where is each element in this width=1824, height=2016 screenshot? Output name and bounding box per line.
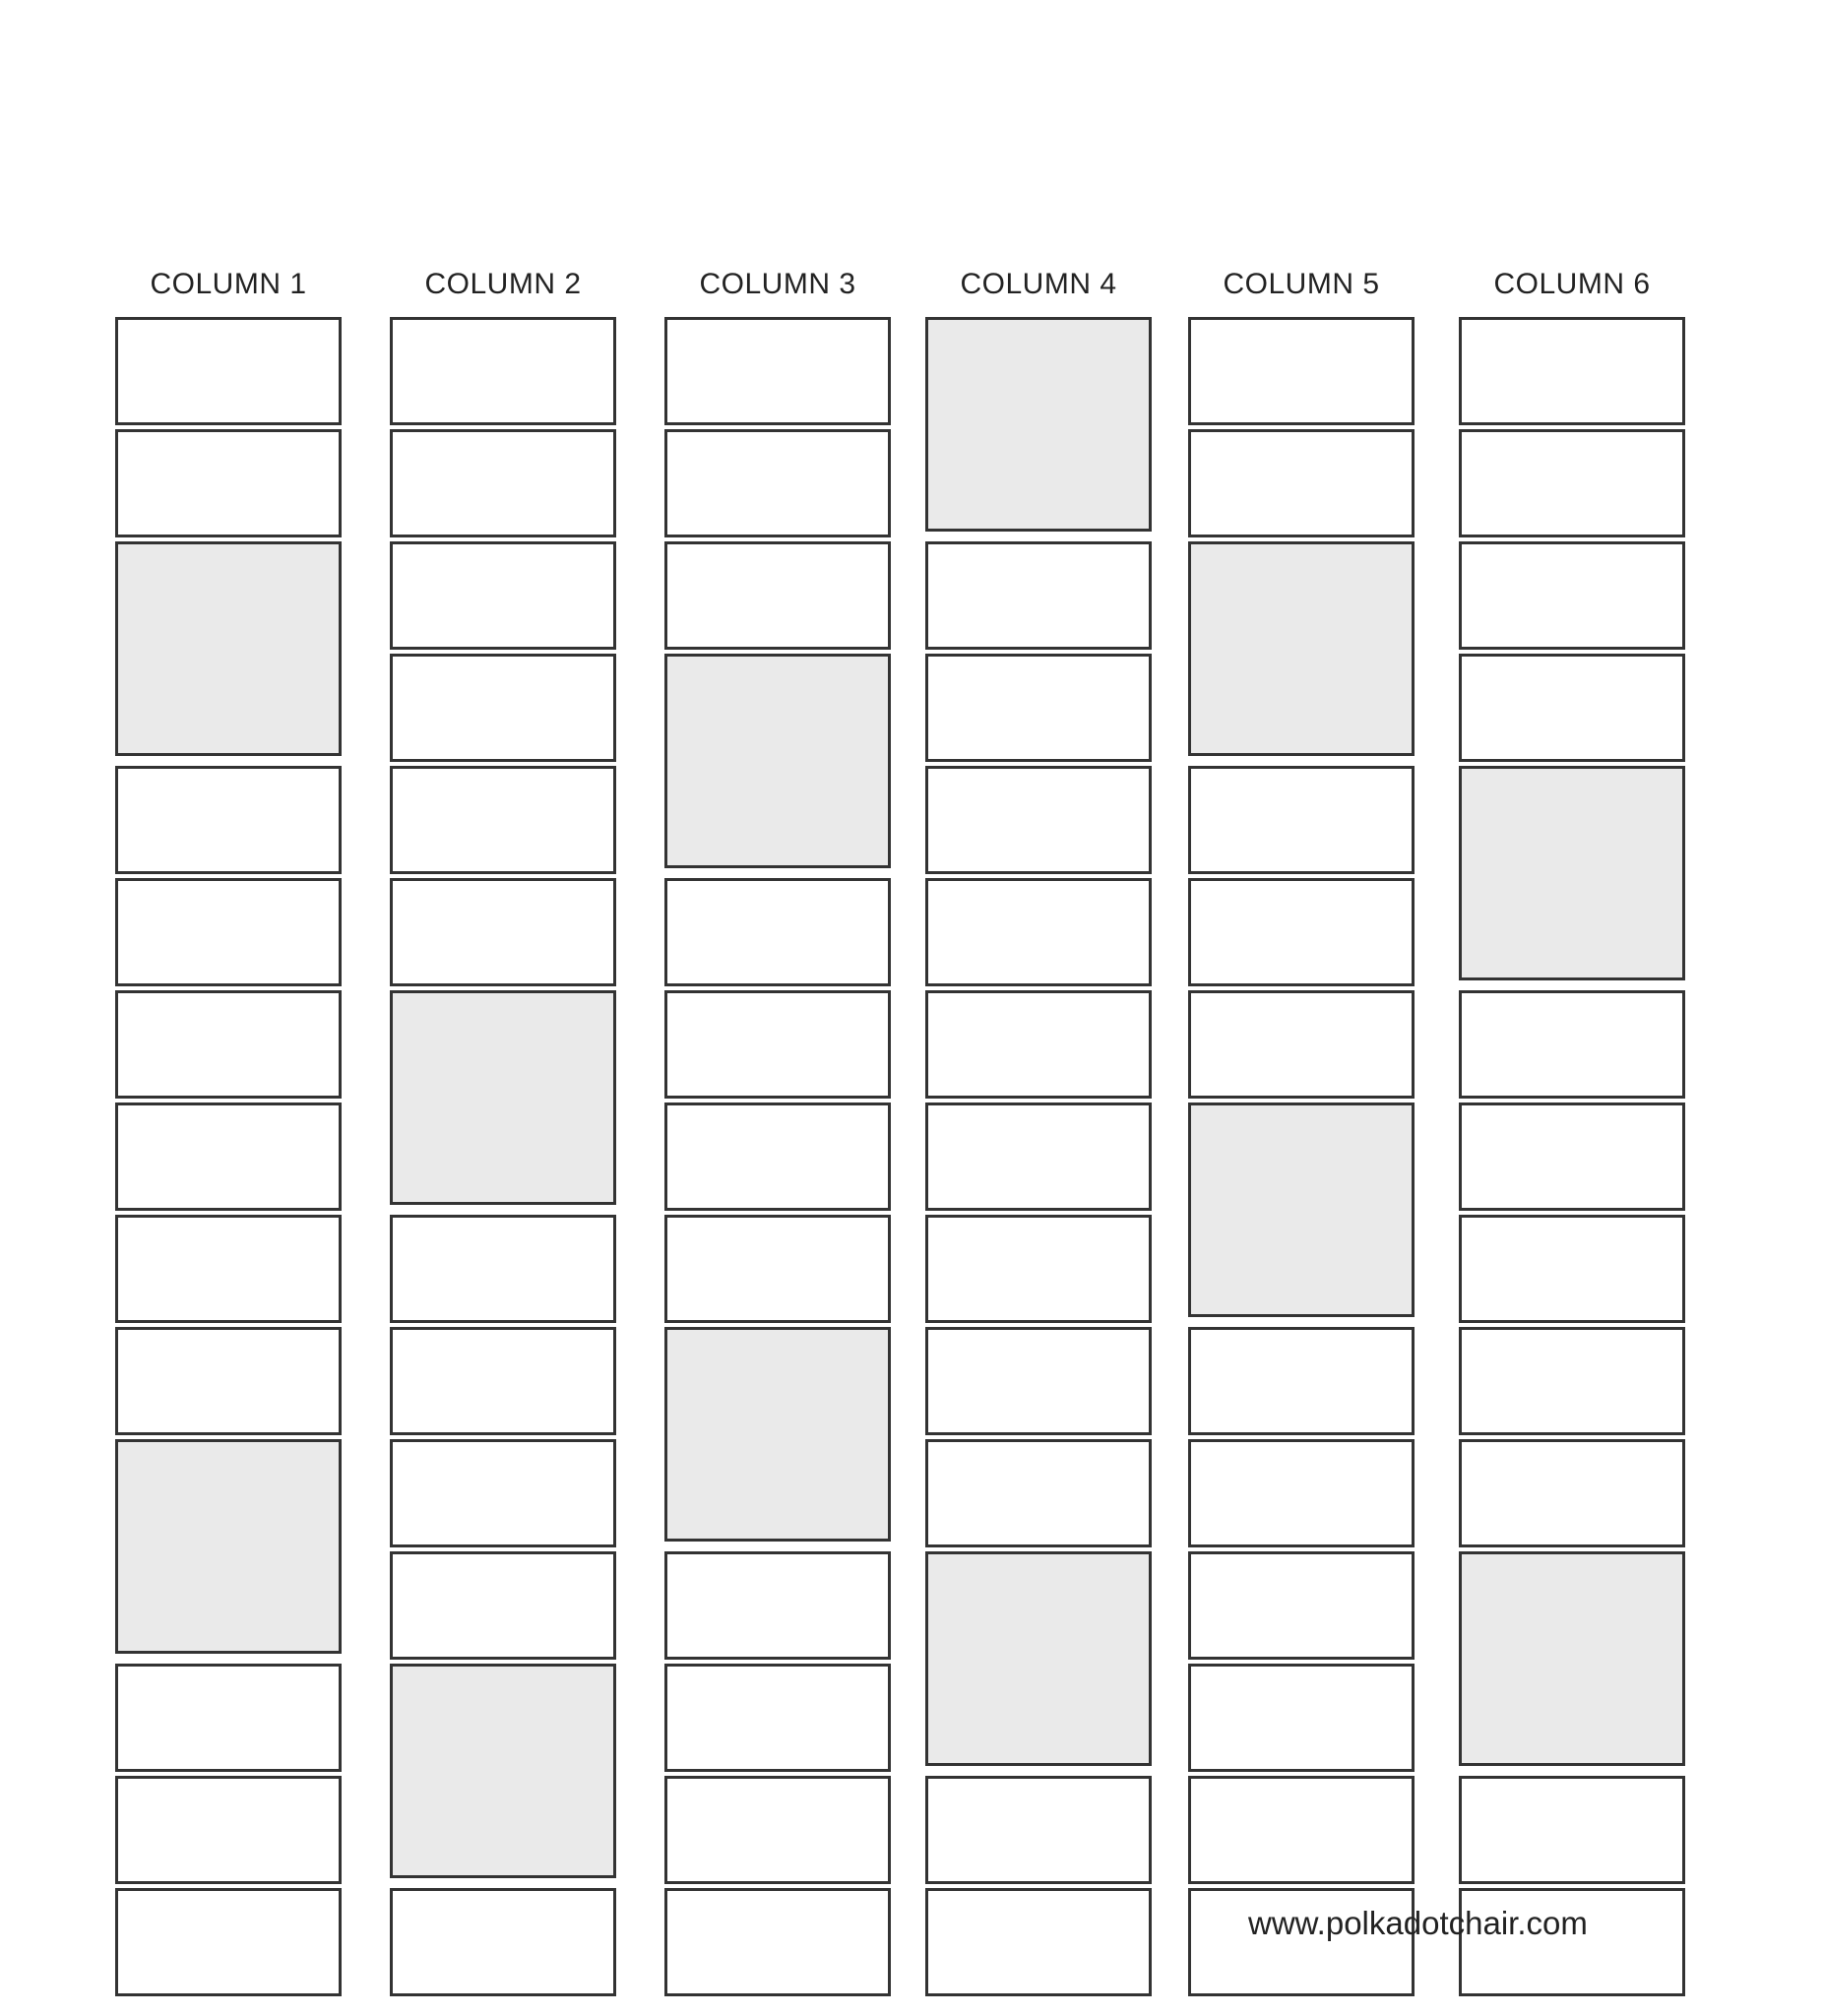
column-1-small-block-5	[115, 878, 342, 986]
column-3-large-block-4	[664, 654, 891, 868]
column-3-small-block-1	[664, 317, 891, 425]
column-3-small-block-3	[664, 541, 891, 650]
column-1-large-block-10	[115, 1439, 342, 1654]
column-2-small-block-10	[390, 1439, 616, 1547]
column-3-small-block-12	[664, 1776, 891, 1884]
column-6-small-block-1	[1459, 317, 1685, 425]
column-4-small-block-8	[925, 1215, 1152, 1323]
column-3-small-block-11	[664, 1664, 891, 1772]
column-4-small-block-9	[925, 1327, 1152, 1435]
column-6-small-block-7	[1459, 1102, 1685, 1211]
column-5-small-block-10	[1188, 1551, 1415, 1660]
column-5-small-block-12	[1188, 1776, 1415, 1884]
column-1-small-block-12	[115, 1776, 342, 1884]
column-3-header: COLUMN 3	[699, 268, 856, 300]
column-2-small-block-9	[390, 1327, 616, 1435]
column-1-small-block-8	[115, 1215, 342, 1323]
column-3-small-block-7	[664, 1102, 891, 1211]
column-5-large-block-3	[1188, 541, 1415, 756]
column-2-large-block-12	[390, 1664, 616, 1878]
column-5-small-block-5	[1188, 878, 1415, 986]
column-2-small-block-5	[390, 766, 616, 874]
column-5-small-block-8	[1188, 1327, 1415, 1435]
column-2-small-block-13	[390, 1888, 616, 1996]
column-3-small-block-8	[664, 1215, 891, 1323]
column-1-large-block-3	[115, 541, 342, 756]
column-1-small-block-7	[115, 1102, 342, 1211]
column-6-small-block-8	[1459, 1215, 1685, 1323]
column-3-small-block-5	[664, 878, 891, 986]
website-credit: www.polkadotchair.com	[1248, 1905, 1588, 1941]
column-6-small-block-12	[1459, 1776, 1685, 1884]
column-5-small-block-6	[1188, 990, 1415, 1099]
column-2-small-block-11	[390, 1551, 616, 1660]
column-3-large-block-9	[664, 1327, 891, 1542]
column-6-large-block-11	[1459, 1551, 1685, 1766]
column-5-small-block-11	[1188, 1664, 1415, 1772]
column-4-small-block-5	[925, 878, 1152, 986]
column-1-small-block-2	[115, 429, 342, 537]
column-2-small-block-1	[390, 317, 616, 425]
column-4-small-block-7	[925, 1102, 1152, 1211]
column-6-small-block-6	[1459, 990, 1685, 1099]
column-3-small-block-10	[664, 1551, 891, 1660]
column-5-small-block-2	[1188, 429, 1415, 537]
column-1-small-block-11	[115, 1664, 342, 1772]
column-6-small-block-9	[1459, 1327, 1685, 1435]
column-1-header: COLUMN 1	[150, 268, 307, 300]
column-6-small-block-2	[1459, 429, 1685, 537]
column-4-small-block-10	[925, 1439, 1152, 1547]
column-4-large-block-11	[925, 1551, 1152, 1766]
column-1-small-block-6	[115, 990, 342, 1099]
column-4-small-block-3	[925, 654, 1152, 762]
column-3-small-block-6	[664, 990, 891, 1099]
column-6-header: COLUMN 6	[1493, 268, 1651, 300]
column-4-small-block-2	[925, 541, 1152, 650]
column-4-small-block-13	[925, 1888, 1152, 1996]
column-4-header: COLUMN 4	[960, 268, 1117, 300]
column-2-small-block-2	[390, 429, 616, 537]
column-4-small-block-12	[925, 1776, 1152, 1884]
column-2-small-block-8	[390, 1215, 616, 1323]
column-6-small-block-10	[1459, 1439, 1685, 1547]
column-5-small-block-1	[1188, 317, 1415, 425]
column-1-small-block-4	[115, 766, 342, 874]
column-2-header: COLUMN 2	[424, 268, 582, 300]
column-3-small-block-13	[664, 1888, 891, 1996]
column-5-header: COLUMN 5	[1223, 268, 1380, 300]
column-4-small-block-4	[925, 766, 1152, 874]
column-4-large-block-1	[925, 317, 1152, 532]
column-4-small-block-6	[925, 990, 1152, 1099]
column-2-small-block-6	[390, 878, 616, 986]
column-6-large-block-5	[1459, 766, 1685, 980]
column-1-small-block-13	[115, 1888, 342, 1996]
column-5-large-block-7	[1188, 1102, 1415, 1317]
column-2-large-block-7	[390, 990, 616, 1205]
column-1-small-block-9	[115, 1327, 342, 1435]
column-5-small-block-9	[1188, 1439, 1415, 1547]
column-6-small-block-4	[1459, 654, 1685, 762]
column-2-small-block-3	[390, 541, 616, 650]
column-1-small-block-1	[115, 317, 342, 425]
column-3-small-block-2	[664, 429, 891, 537]
column-6-small-block-3	[1459, 541, 1685, 650]
column-2-small-block-4	[390, 654, 616, 762]
column-5-small-block-4	[1188, 766, 1415, 874]
